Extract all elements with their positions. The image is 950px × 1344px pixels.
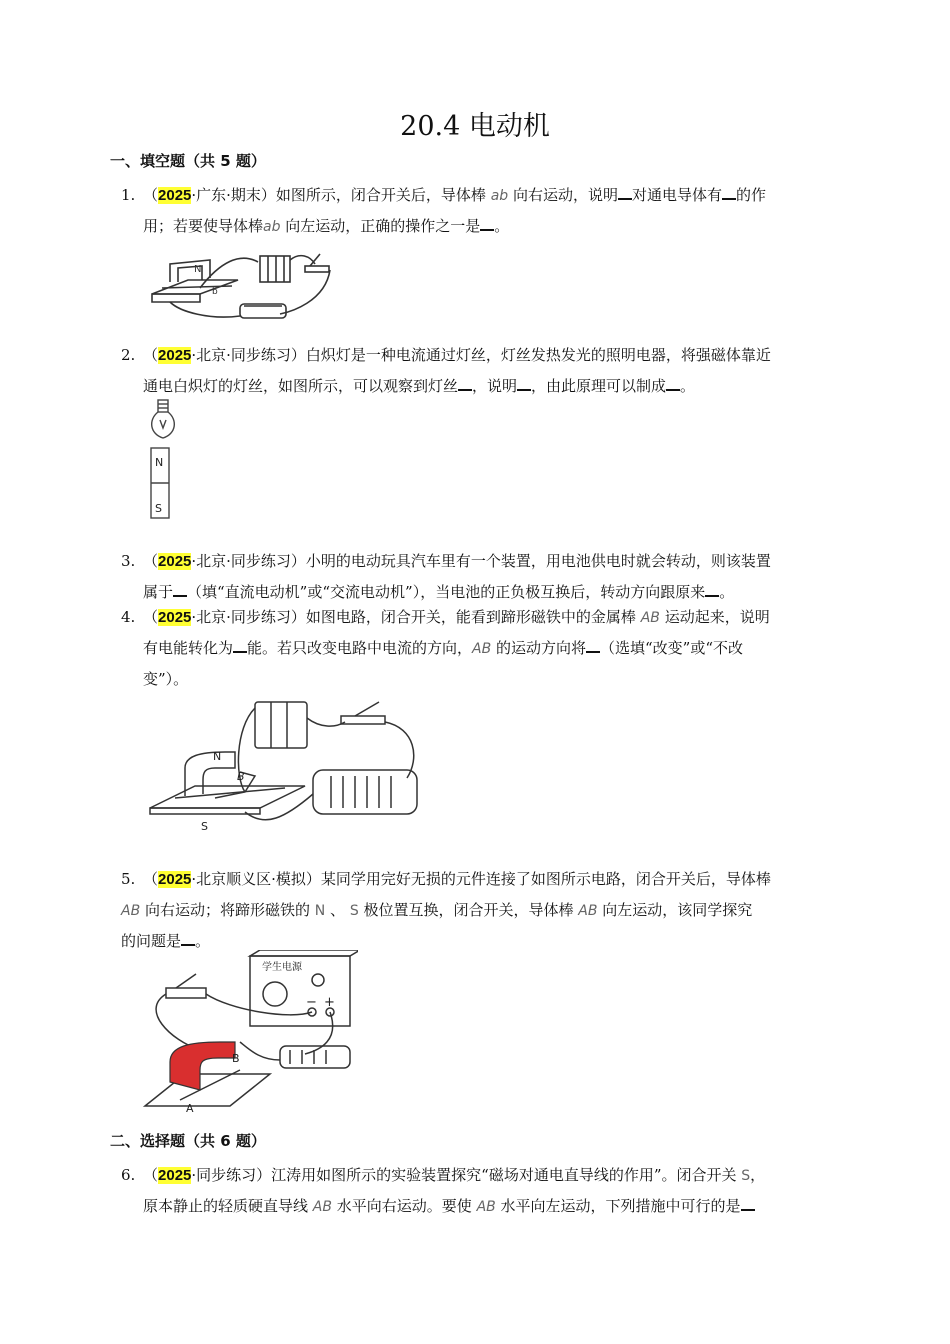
- year-tag: 2025: [158, 187, 192, 204]
- text: 属于: [143, 583, 174, 601]
- text: 向左运动，正确的操作之一是: [285, 217, 481, 235]
- text: 。: [680, 377, 696, 395]
- switch-s: S: [741, 1168, 751, 1184]
- answer-blank[interactable]: [458, 375, 472, 391]
- page-title: 20.4 电动机: [400, 111, 550, 142]
- year-tag: 2025: [158, 871, 192, 888]
- text: （: [143, 186, 159, 204]
- question-number: 5.: [121, 870, 136, 888]
- text: 有电能转化为: [143, 639, 234, 657]
- label-n: N: [213, 750, 222, 763]
- text: 的问题是: [121, 932, 182, 950]
- question-number: 3.: [121, 552, 136, 570]
- variable-ab: AB: [476, 1199, 496, 1215]
- svg-text:b: b: [212, 287, 218, 297]
- variable-ab: AB: [640, 610, 660, 626]
- text: ·北京顺义区·模拟）某同学用完好无损的元件连接了如图所示电路，闭合开关后，导体棒: [191, 870, 771, 888]
- text: （: [143, 870, 159, 888]
- question-number: 4.: [121, 608, 136, 626]
- text: ·北京·同步练习）白炽灯是一种电流通过灯丝，灯丝发热发光的照明电器，将强磁体靠近: [191, 346, 771, 364]
- text: 水平向右运动。要使: [336, 1197, 472, 1215]
- text: 极位置互换，闭合开关，导体棒: [363, 901, 574, 919]
- text: 原本静止的轻质硬直导线: [143, 1197, 309, 1215]
- text: 向左运动，该同学探究: [602, 901, 753, 919]
- section-choice: 二、选择题（共 6 题）: [110, 1132, 266, 1150]
- question-2: [121, 340, 841, 395]
- label-a: A: [186, 1102, 194, 1115]
- text: （: [143, 346, 159, 364]
- answer-blank[interactable]: [666, 375, 680, 391]
- bulb-magnet-figure: [146, 398, 180, 522]
- answer-blank[interactable]: [233, 637, 247, 653]
- year-tag: 2025: [158, 553, 192, 570]
- text: ，由此原理可以制成: [531, 377, 667, 395]
- horseshoe-magnet: [170, 1042, 235, 1090]
- answer-blank[interactable]: [480, 215, 494, 231]
- label-b: B: [232, 1052, 240, 1065]
- year-tag: 2025: [158, 609, 192, 626]
- motor-circuit-figure-5: [140, 950, 358, 1116]
- text: ·同步练习）江涛用如图所示的实验装置探究“磁场对通电直导线的作用”。闭合开关: [191, 1166, 737, 1184]
- text: 水平向左运动，下列措施中可行的是: [500, 1197, 741, 1215]
- text: （: [143, 552, 159, 570]
- variable-ab: AB: [121, 903, 141, 919]
- question-5: [121, 864, 841, 950]
- text: ·北京·同步练习）小明的电动玩具汽车里有一个装置，用电池供电时就会转动，则该装置: [191, 552, 771, 570]
- label-s: S: [201, 820, 208, 833]
- text: 对通电导体有: [631, 186, 722, 204]
- question-3: [121, 546, 841, 601]
- question-number: 6.: [121, 1166, 136, 1184]
- year-tag: 2025: [158, 347, 192, 364]
- variable-ab: ab: [263, 219, 281, 235]
- text: （选填“改变”或“不改: [600, 639, 744, 657]
- variable-ab: AB: [312, 1199, 332, 1215]
- text: （: [143, 1166, 159, 1184]
- answer-blank[interactable]: [705, 581, 719, 597]
- plus-terminal: +: [324, 995, 335, 1010]
- text: 变”）。: [143, 670, 189, 688]
- text: ，说明: [472, 377, 518, 395]
- text: ·广东·期末）如图所示，闭合开关后，导体棒: [191, 186, 486, 204]
- variable-ab: ab: [490, 188, 509, 204]
- magnet-s-label: S: [155, 502, 162, 515]
- variable-ab: AB: [472, 641, 492, 657]
- pole-s: S: [349, 903, 359, 919]
- magnet-n-label: N: [155, 456, 164, 469]
- text: ·北京·同步练习）如图电路，闭合开关，能看到蹄形磁铁中的金属棒: [191, 608, 636, 626]
- text: 向右运动；将蹄形磁铁的: [144, 901, 310, 919]
- text: 用；若要使导体棒: [143, 217, 264, 235]
- answer-blank[interactable]: [586, 637, 600, 653]
- text: 能。若只改变电路中电流的方向，: [247, 639, 473, 657]
- text: 。: [195, 932, 211, 950]
- text: （: [143, 608, 159, 626]
- question-number: 2.: [121, 346, 136, 364]
- motor-circuit-figure-4: [145, 688, 427, 836]
- label-b: B: [237, 770, 245, 783]
- motor-circuit-figure-1: [140, 242, 340, 332]
- answer-blank[interactable]: [741, 1195, 755, 1211]
- text: 。: [719, 583, 735, 601]
- answer-blank[interactable]: [618, 184, 632, 200]
- question-6: [121, 1160, 841, 1215]
- power-supply-label: 学生电源: [262, 962, 302, 973]
- minus-terminal: −: [306, 995, 317, 1010]
- answer-blank[interactable]: [181, 930, 195, 946]
- text: 的作: [736, 186, 767, 204]
- pole-n: N: [314, 903, 326, 919]
- answer-blank[interactable]: [173, 581, 187, 597]
- answer-blank[interactable]: [517, 375, 531, 391]
- text: 通电白炽灯的灯丝，如图所示，可以观察到灯丝: [143, 377, 459, 395]
- question-1: [121, 180, 841, 235]
- text: 运动起来，说明: [664, 608, 770, 626]
- text: ，: [750, 1166, 766, 1184]
- year-tag: 2025: [158, 1167, 192, 1184]
- text: 的运动方向将: [496, 639, 587, 657]
- text: 向右运动，说明: [512, 186, 618, 204]
- text: （填“直流电动机”或“交流电动机”），当电池的正负极互换后，转动方向跟原来: [187, 583, 706, 601]
- question-4: [121, 602, 841, 688]
- section-fill-in: 一、填空题（共 5 题）: [110, 152, 266, 170]
- variable-ab: AB: [578, 903, 598, 919]
- text: 、: [330, 901, 346, 919]
- svg-text:N: N: [194, 264, 202, 275]
- question-number: 1.: [121, 186, 136, 204]
- text: 。: [494, 217, 510, 235]
- answer-blank[interactable]: [722, 184, 736, 200]
